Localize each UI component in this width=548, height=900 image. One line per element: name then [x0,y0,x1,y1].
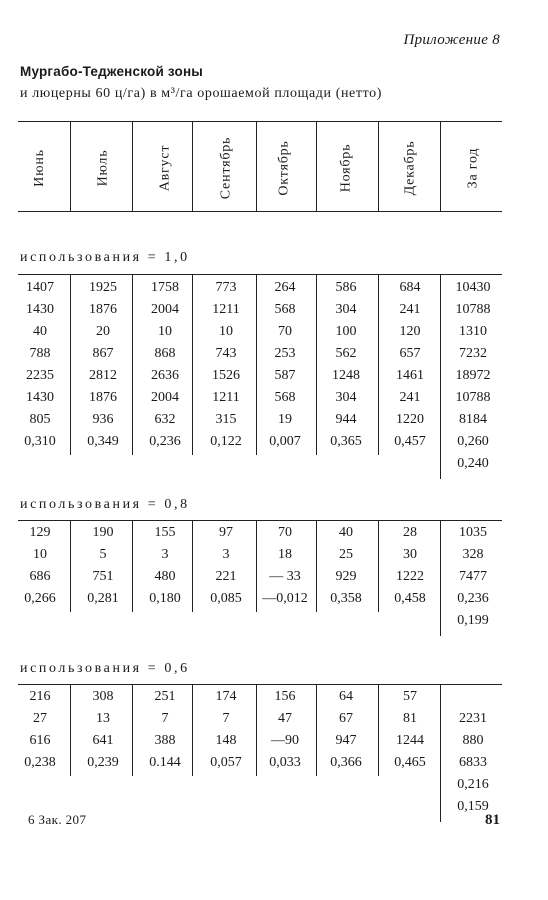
table-cell: 1430 [26,390,54,405]
rule-line [18,274,502,275]
table-row [0,544,548,566]
table-cell: 1035 [459,525,487,540]
table-cell: 18 [278,547,292,562]
table-cell: 7477 [459,569,487,584]
table-row [0,686,548,708]
table-cell: 0,239 [87,755,119,770]
table-cell: 25 [339,547,353,562]
table-cell: 568 [274,302,296,317]
column-divider [378,121,379,211]
table-cell: 304 [335,302,357,317]
table-cell: 5 [99,547,107,562]
table-cell: 616 [29,733,51,748]
table-cell: 216 [29,689,51,704]
table-cell: 0,358 [330,591,362,606]
table-cell: 241 [399,390,421,405]
table-cell: 0,310 [24,434,56,449]
table-cell: 1461 [396,368,424,383]
table-title-line1: Мургабо-Тедженской зоны [20,64,204,79]
table-row [0,453,548,475]
table-cell: 944 [335,412,357,427]
table-cell: 0,366 [330,755,362,770]
table-cell: 0.144 [149,755,181,770]
table-cell: 1248 [332,368,360,383]
table-cell: 0,085 [210,591,242,606]
table-row [0,588,548,610]
table-cell: 0,281 [87,591,119,606]
table-cell: 641 [92,733,114,748]
table-cell: — 33 [269,569,301,584]
table-cell: 773 [215,280,237,295]
footer-order-note: 6 Зак. 207 [28,812,87,827]
table-row [0,343,548,365]
rule-line [18,121,502,122]
column-header [326,126,366,210]
column-header [265,126,305,210]
column-divider [132,121,133,211]
table-cell: 304 [335,390,357,405]
table-cell: 57 [403,689,417,704]
table-cell: 174 [215,689,237,704]
column-divider [440,121,441,211]
table-cell: 867 [92,346,114,361]
table-cell: 47 [278,711,292,726]
table-cell: 8184 [459,412,487,427]
table-cell: 28 [403,525,417,540]
table-cell: 7232 [459,346,487,361]
table-cell: 0,458 [394,591,426,606]
section-label: использования = 1,0 [20,250,190,265]
table-cell: 1430 [26,302,54,317]
table-row [0,299,548,321]
column-divider [316,121,317,211]
table-cell: 7 [161,711,169,726]
column-header-label: Июль [94,149,110,187]
table-cell: 2812 [89,368,117,383]
table-cell: 0,457 [394,434,426,449]
table-cell: 10 [33,547,47,562]
table-row [0,321,548,343]
table-cell: 1407 [26,280,54,295]
table-cell: 10 [219,324,233,339]
column-header [453,126,493,210]
column-header-label: Июнь [32,149,47,187]
column-divider [256,121,257,211]
table-cell: 1526 [212,368,240,383]
table-cell: 587 [274,368,296,383]
table-cell: 1211 [212,302,240,317]
table-cell: 253 [274,346,296,361]
table-cell: 18972 [455,368,491,383]
table-cell: 19 [278,412,292,427]
table-cell: 67 [339,711,353,726]
table-row [0,409,548,431]
table-row [0,431,548,453]
table-cell: 0,465 [394,755,426,770]
table-title-line2: и люцерны 60 ц/га) в м³/га орошаемой площади (нетто) [20,86,382,101]
table-cell: —0,012 [262,591,308,606]
table-cell: 586 [335,280,357,295]
table-cell: 0,236 [149,434,181,449]
rule-line [18,520,502,521]
table-cell: 0,260 [457,434,489,449]
table-cell: 129 [29,525,51,540]
table-cell: 10788 [455,390,491,405]
table-cell: 657 [399,346,421,361]
table-cell: 64 [339,689,353,704]
table-cell: 0,216 [457,777,489,792]
table-cell: 0,159 [457,799,489,814]
column-header-label: За год [465,147,480,189]
table-cell: 480 [154,569,176,584]
column-header-label: Ноябрь [338,143,353,193]
column-header-label: Декабрь [402,140,418,196]
table-cell: 868 [154,346,176,361]
table-cell: 562 [335,346,357,361]
table-cell: 10 [158,324,172,339]
table-cell: 251 [154,689,176,704]
table-cell: 10788 [455,302,491,317]
column-divider [70,121,71,211]
table-cell: 743 [215,346,237,361]
table-cell: 30 [403,547,417,562]
table-cell: 1211 [212,390,240,405]
table-cell: 0,180 [149,591,181,606]
table-cell: 328 [462,547,484,562]
table-row [0,610,548,632]
table-cell: 751 [92,569,114,584]
table-cell: 264 [274,280,296,295]
table-cell: 2004 [151,390,179,405]
column-header-label: Октябрь [277,140,292,196]
table-cell: 0,266 [24,591,56,606]
table-cell: 686 [29,569,51,584]
table-cell: 1222 [396,569,424,584]
column-header-label: Сентябрь [218,136,233,200]
table-cell: 805 [29,412,51,427]
table-cell: 3 [161,547,169,562]
table-row [0,522,548,544]
table-cell: 1244 [396,733,424,748]
table-cell: 7 [222,711,230,726]
table-cell: 241 [399,302,421,317]
table-row [0,365,548,387]
table-cell: 0,007 [269,434,301,449]
table-cell: 20 [96,324,110,339]
table-row [0,752,548,774]
table-cell: 190 [92,525,114,540]
table-cell: 936 [92,412,114,427]
table-row [0,277,548,299]
table-cell: 70 [278,324,292,339]
table-cell: 0,240 [457,456,489,471]
table-row [0,387,548,409]
table-row [0,566,548,588]
table-cell: 947 [335,733,357,748]
table-cell: 568 [274,390,296,405]
column-header [145,126,185,210]
table-row [0,774,548,796]
table-cell: 70 [278,525,292,540]
table-cell: —90 [271,733,299,748]
column-header-label: Август [157,144,173,192]
table-cell: 40 [339,525,353,540]
column-header [20,126,60,210]
page-number: 81 [485,812,500,828]
table-cell: 2636 [151,368,179,383]
table-cell: 2231 [459,711,487,726]
table-cell: 1220 [396,412,424,427]
table-cell: 1925 [89,280,117,295]
table-cell: 308 [92,689,114,704]
column-header [390,126,430,210]
table-cell: 0,349 [87,434,119,449]
column-header [83,126,123,210]
table-cell: 684 [399,280,421,295]
rule-line [18,684,502,685]
table-cell: 97 [219,525,233,540]
table-cell: 929 [335,569,357,584]
table-cell: 27 [33,711,47,726]
table-cell: 3 [222,547,230,562]
table-cell: 1876 [89,302,117,317]
table-cell: 40 [33,324,47,339]
table-cell: 6833 [459,755,487,770]
table-cell: 632 [154,412,176,427]
table-cell: 880 [462,733,484,748]
table-cell: 0,122 [210,434,242,449]
appendix-label: Приложение 8 [403,32,500,48]
section-label: использования = 0,6 [20,661,190,676]
table-cell: 100 [335,324,357,339]
table-cell: 156 [274,689,296,704]
column-header [206,126,246,210]
table-cell: 10430 [455,280,491,295]
table-row [0,708,548,730]
table-cell: 1310 [459,324,487,339]
rule-line [18,211,502,212]
table-cell: 0,238 [24,755,56,770]
table-cell: 13 [96,711,110,726]
table-cell: 0,199 [457,613,489,628]
table-cell: 2004 [151,302,179,317]
table-cell: 0,033 [269,755,301,770]
table-cell: 1758 [151,280,179,295]
column-divider [192,121,193,211]
table-cell: 2235 [26,368,54,383]
table-cell: 148 [215,733,237,748]
table-cell: 81 [403,711,417,726]
table-cell: 0,057 [210,755,242,770]
table-cell: 155 [154,525,176,540]
table-cell: 315 [215,412,237,427]
table-cell: 221 [215,569,237,584]
table-cell: 0,365 [330,434,362,449]
table-cell: 388 [154,733,176,748]
table-cell: 120 [399,324,421,339]
table-cell: 1876 [89,390,117,405]
table-cell: 788 [29,346,51,361]
table-row [0,730,548,752]
table-cell: 0,236 [457,591,489,606]
section-label: использования = 0,8 [20,497,190,512]
